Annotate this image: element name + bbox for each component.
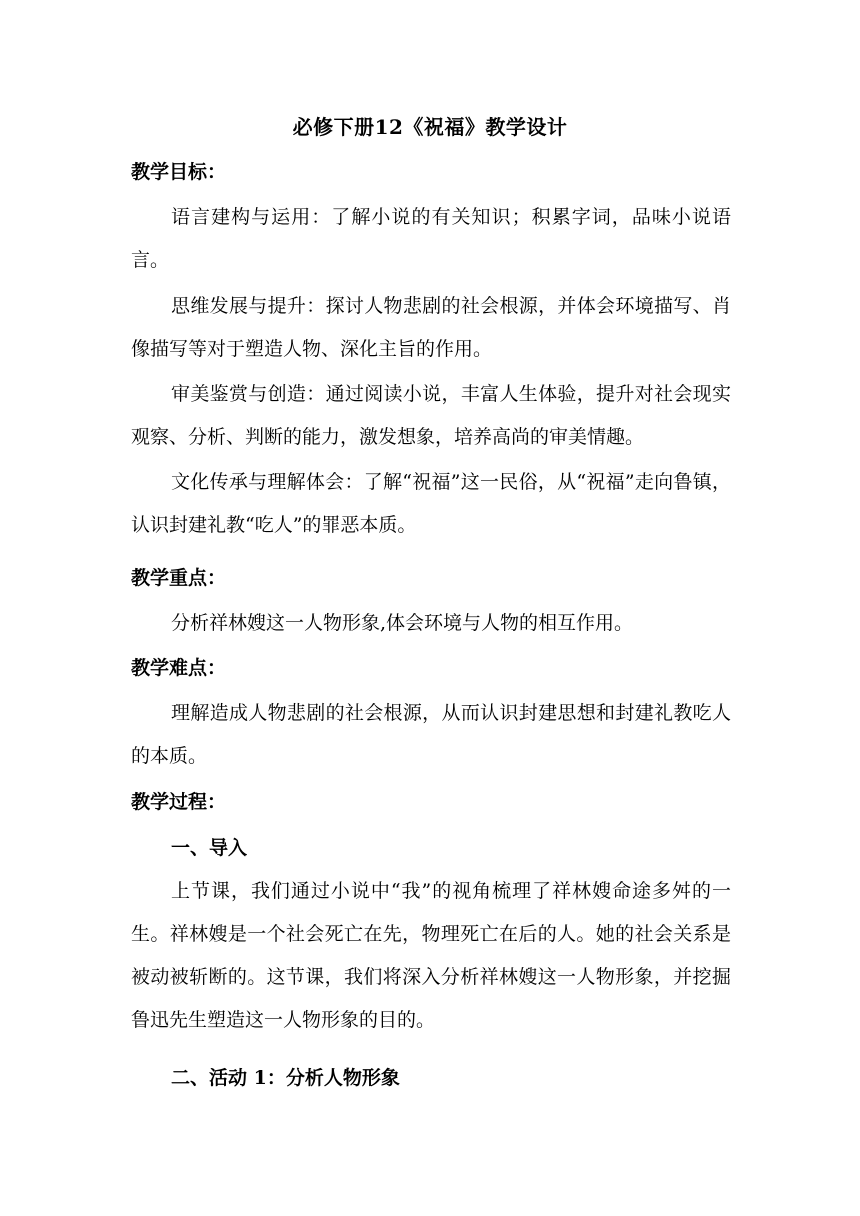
objectives-heading: 教学目标： <box>131 161 227 183</box>
section-intro-text: 上节课，我们通过小说中“我”的视角梳理了祥林嫂命途多舛的一生。祥林嫂是一个社会死亡在先，物理死亡在后的人。她的社会关系是被动被斩断的。这节课，我们将深入分析祥林嫂这一人物形象，并挖掘鲁迅先生塑造这一人物形象的目的。 <box>131 880 731 1031</box>
objective-thinking: 思维发展与提升：探讨人物悲剧的社会根源，并体会环境描写、肖像描写等对于塑造人物、深化主旨的作用。 <box>131 295 731 360</box>
key-points-text: 分析祥林嫂这一人物形象,体会环境与人物的相互作用。 <box>171 612 634 634</box>
section-intro-heading: 一、导入 <box>171 837 248 859</box>
difficulties-heading: 教学难点： <box>131 657 227 679</box>
objective-culture: 文化传承与理解体会：了解“祝福”这一民俗，从“祝福”走向鲁镇，认识封建礼教“吃人”的罪恶本质。 <box>131 471 731 536</box>
difficulties-text: 理解造成人物悲剧的社会根源，从而认识封建思想和封建礼教吃人的本质。 <box>131 702 731 767</box>
process-heading: 教学过程： <box>131 791 227 813</box>
document-title: 必修下册12《祝福》教学设计 <box>292 115 568 139</box>
objective-aesthetics: 审美鉴赏与创造：通过阅读小说，丰富人生体验，提升对社会现实观察、分析、判断的能力，激发想象，培养高尚的审美情趣。 <box>131 383 731 448</box>
section-activity-heading: 二、活动 1：分析人物形象 <box>171 1067 400 1089</box>
objective-language: 语言建构与运用：了解小说的有关知识；积累字词，品味小说语言。 <box>131 206 731 271</box>
key-points-heading: 教学重点： <box>131 567 227 589</box>
